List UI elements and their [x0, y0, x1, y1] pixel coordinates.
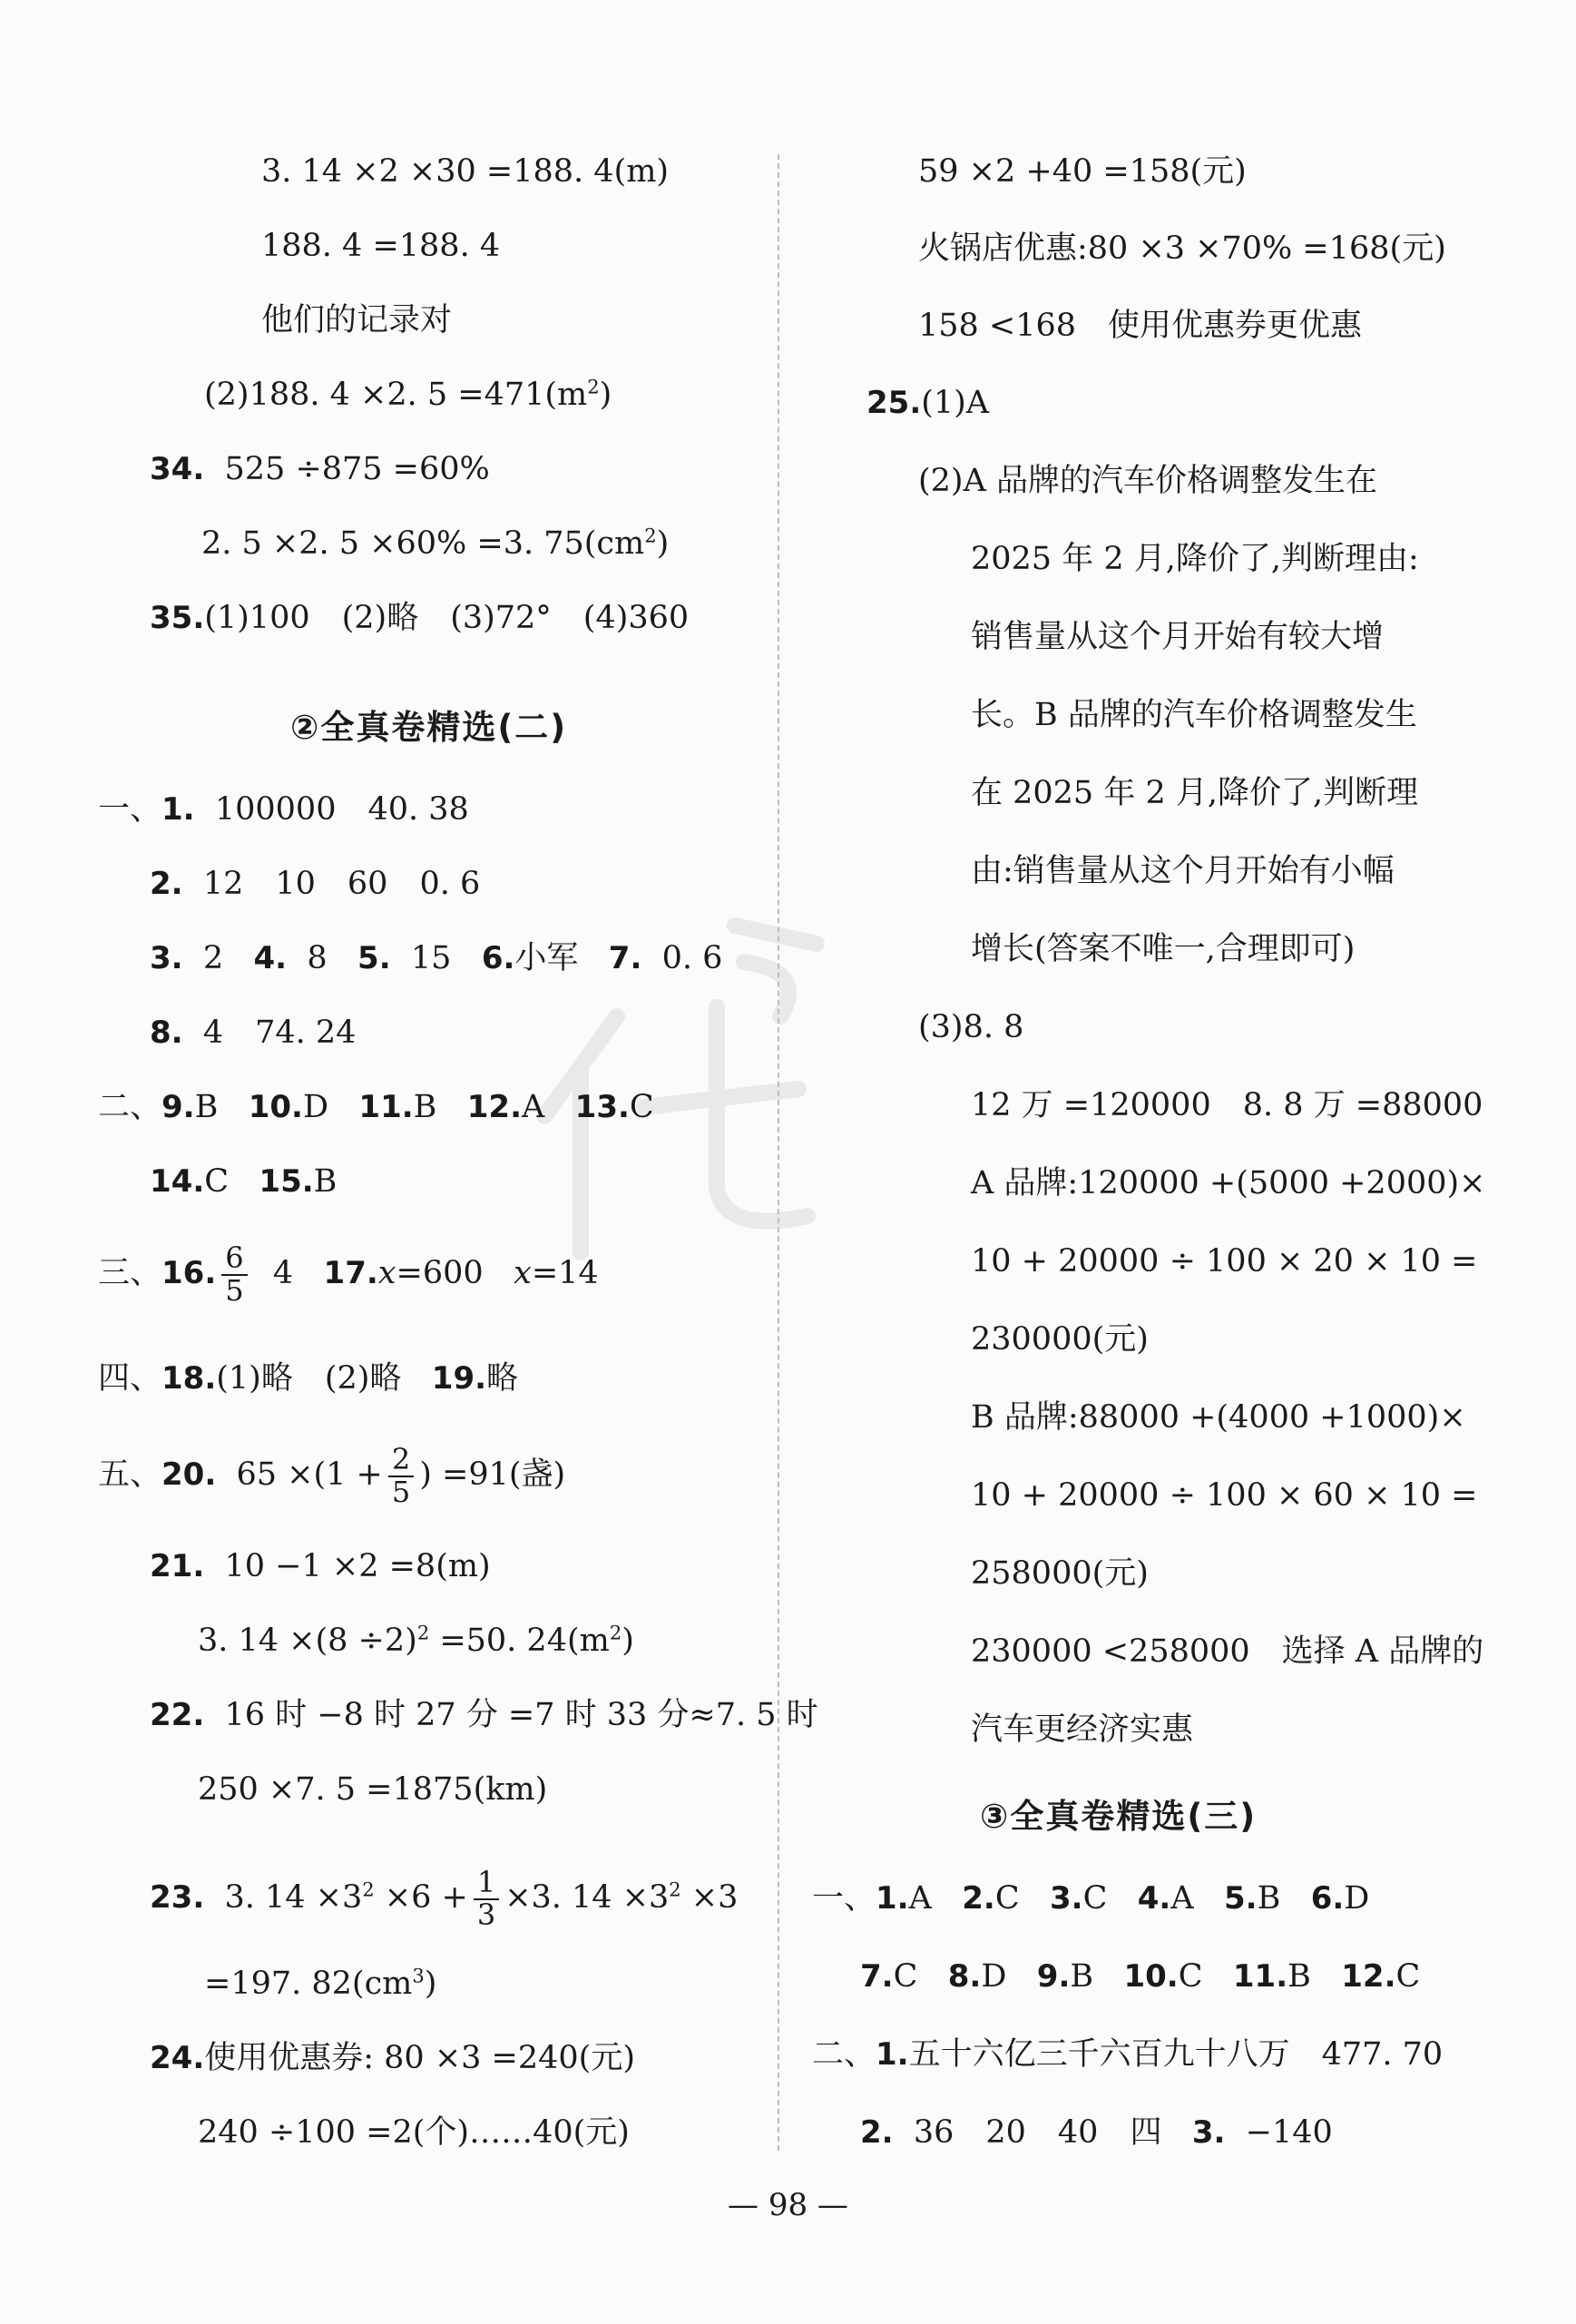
section-heading-3: ③全真卷精选(三)	[980, 1797, 1258, 1836]
fraction: $\frac{2}{5}$	[388, 1445, 414, 1507]
answer-line: 3. $14 \times(8 \div 2)^2 =50$. $24(m^2)$	[198, 1622, 634, 1659]
question-1: 一、1. 100000 40. 38	[98, 791, 469, 828]
questions-14-15: 14.C 15.B	[150, 1163, 338, 1200]
question-25: 25.(1)A	[866, 385, 990, 421]
answer-line: 长。B 品牌的汽车价格调整发生	[971, 697, 1417, 733]
answer-line: 188. 4 =188. 4	[261, 228, 501, 264]
fraction: $\frac{6}{5}$	[221, 1243, 247, 1306]
answer-line: 由:销售量从这个月开始有小幅	[971, 853, 1395, 889]
question-8: 8. 4 74. 24	[150, 1015, 357, 1051]
question-23: 23. 3. $14 \times 3^2 \times 6$ + $\frac{1}{3}$ ×3. $14 \times 3^2 \times 3$	[150, 1865, 739, 1932]
right-column	[780, 0, 1576, 2324]
answer-line: 汽车更经济实惠	[971, 1711, 1194, 1748]
questions-2-2-3: 2. 36 20 40 四 3. −140	[860, 2114, 1333, 2151]
answer-line: A 品牌:120000 +(5000 +2000)×	[971, 1165, 1486, 1201]
questions-16-17: 三、16. $\frac{6}{5}$ 4 17.x=600 x=14	[98, 1240, 599, 1308]
questions-9-13: 二、9.B 10.D 11.B 12.A 13.C	[98, 1089, 654, 1125]
answer-line: 2. 5 ×2. 5 ×60% =3. $75(cm^2)$	[201, 525, 670, 562]
question-2-1: 二、1.五十六亿三千六百九十八万 477. 70	[812, 2036, 1444, 2073]
answer-line: 240 ÷100 =2(个)……40(元)	[198, 2114, 630, 2151]
answer-line: 230000 <258000 选择 A 品牌的	[971, 1633, 1484, 1670]
answer-line: (2)A 品牌的汽车价格调整发生在	[918, 463, 1377, 499]
questions-3-7: 3. 2 4. 8 5. 15 6.小军 7. 0. 6	[150, 940, 723, 976]
answer-line: 10 + 20000 ÷ 100 × 20 × 10 =	[971, 1243, 1478, 1280]
answer-line: 10 + 20000 ÷ 100 × 60 × 10 =	[971, 1477, 1478, 1514]
answer-line: 12 万 =120000 8. 8 万 =88000	[971, 1087, 1483, 1123]
answer-line: 在 2025 年 2 月,降价了,判断理	[971, 775, 1419, 811]
answer-line: 2025 年 2 月,降价了,判断理由:	[971, 541, 1419, 577]
answer-line: (2)188. 4 ×2. $5 =471(m^2)$	[204, 376, 612, 413]
question-22: 22. 16 时 −8 时 27 分 =7 时 33 分≈7. 5 时	[150, 1697, 818, 1733]
answer-line: B 品牌:88000 +(4000 +1000)×	[971, 1399, 1466, 1436]
page-number: — 98 —	[728, 2187, 848, 2223]
questions-18-19: 四、18.(1)略 (2)略 19.略	[98, 1360, 519, 1397]
questions-1-6: 一、1.A 2.C 3.C 4.A 5.B 6.D	[812, 1880, 1370, 1917]
answer-line: 火锅店优惠:80 ×3 ×70% =168(元)	[918, 230, 1446, 267]
answer-line: 258000(元)	[971, 1555, 1149, 1592]
answer-line: 销售量从这个月开始有较大增	[971, 619, 1385, 655]
answer-line: 59 ×2 +40 =158(元)	[918, 153, 1247, 190]
fraction: $\frac{1}{3}$	[474, 1868, 499, 1930]
question-20: 五、20. 65 ×(1 + $\frac{2}{5}$ ) =91(盏)	[98, 1442, 566, 1509]
question-24: 24.使用优惠券: 80 ×3 =240(元)	[150, 2040, 635, 2076]
answer-line: 250 ×7. 5 =1875(km)	[198, 1771, 548, 1808]
answer-line: 他们的记录对	[261, 302, 453, 338]
question-21: 21. 10 −1 ×2 =8(m)	[150, 1548, 491, 1584]
question-2: 2. 12 10 60 0. 6	[150, 866, 481, 902]
questions-7-12: 7.C 8.D 9.B 10.C 11.B 12.C	[860, 1958, 1421, 1995]
question-35: 35.(1)100 (2)略 (3)72° (4)360	[150, 600, 690, 636]
answer-line: =197. $82(cm^3)$	[204, 1965, 437, 2002]
answer-line: 230000(元)	[971, 1321, 1149, 1358]
question-34: 34. 525 ÷875 =60%	[150, 451, 490, 487]
answer-line: 3. 14 ×2 ×30 =188. 4(m)	[261, 153, 670, 190]
section-heading-2: ②全真卷精选(二)	[290, 708, 568, 747]
answer-line: (3)8. 8	[918, 1009, 1024, 1045]
answer-line: 158 <168 使用优惠券更优惠	[918, 308, 1363, 344]
answer-line: 增长(答案不唯一,合理即可)	[971, 931, 1356, 967]
